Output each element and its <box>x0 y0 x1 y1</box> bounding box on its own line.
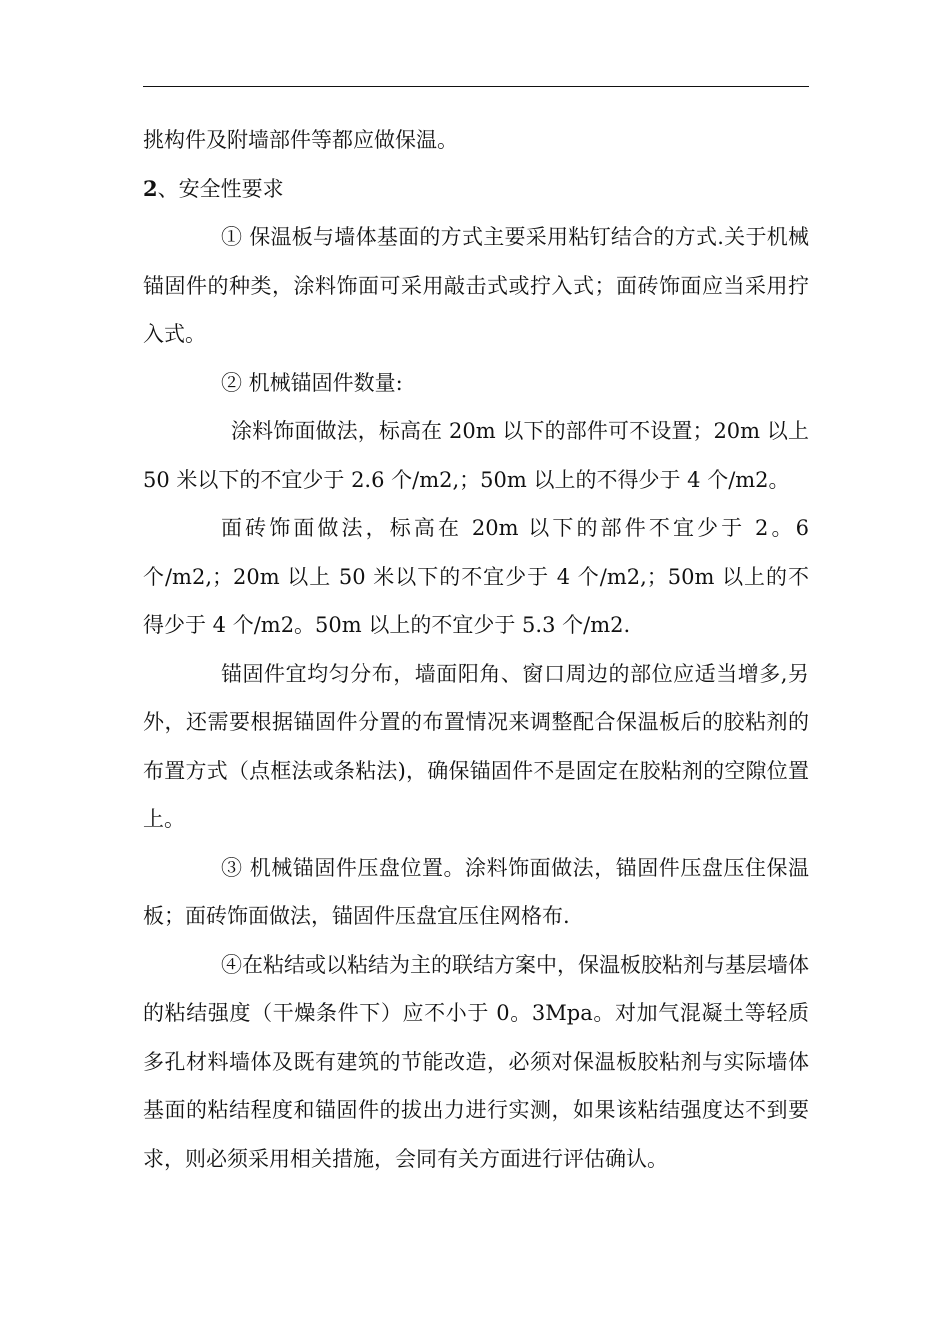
paragraph-6: ③ 机械锚固件压盘位置。涂料饰面做法，锚固件压盘压住保温板；面砖饰面做法，锚固件压盘宜压住网格布. <box>143 855 809 928</box>
section-heading <box>143 165 809 214</box>
paragraph-4: 面砖饰面做法，标高在 20m 以下的部件不宜少于 2。6 个/m2,；20m 以上 50 米以下的不宜少于 4 个/m2,；50m 以上的不得少于 4 个/m2。50m 以上的不宜少于 5.3 个/m2. <box>143 516 809 637</box>
header-rule <box>143 86 809 87</box>
paragraph-1: ① 保温板与墙体基面的方式主要采用粘钉结合的方式.关于机械锚固件的种类，涂料饰面可采用敲击式或拧入式；面砖饰面应当采用拧入式。 <box>143 225 809 346</box>
paragraph-continuation: 挑构件及附墙部件等都应做保温。 <box>143 128 458 152</box>
paragraph-7: ④在粘结或以粘结为主的联结方案中，保温板胶粘剂与基层墙体的粘结强度（干燥条件下）应不小于 0。3Mpa。对加气混凝土等轻质多孔材料墙体及既有建筑的节能改造，必须对保温板胶粘剂与实际墙体基面的粘结程度和锚固件的拔出力进行实测，如果该粘结强度达不到要求，则必须采用相关措施，会同有关方面进行评估确认。 <box>143 952 809 1171</box>
document-body <box>143 116 809 1183</box>
paragraph-3: 涂料饰面做法，标高在 20m 以下的部件可不设置；20m 以上 50 米以下的不宜少于 2.6 个/m2,；50m 以上的不得少于 4 个/m2。 <box>143 419 809 492</box>
section-title: 、安全性要求 <box>157 176 284 201</box>
section-number: 2 <box>143 175 158 201</box>
paragraph-5: 锚固件宜均匀分布，墙面阳角、窗口周边的部位应适当增多,另外，还需要根据锚固件分置的布置情况来调整配合保温板后的胶粘剂的布置方式（点框法或条粘法)，确保锚固件不是固定在胶粘剂的空隙位置上。 <box>143 661 809 831</box>
paragraph-2: ② 机械锚固件数量: <box>221 370 403 395</box>
